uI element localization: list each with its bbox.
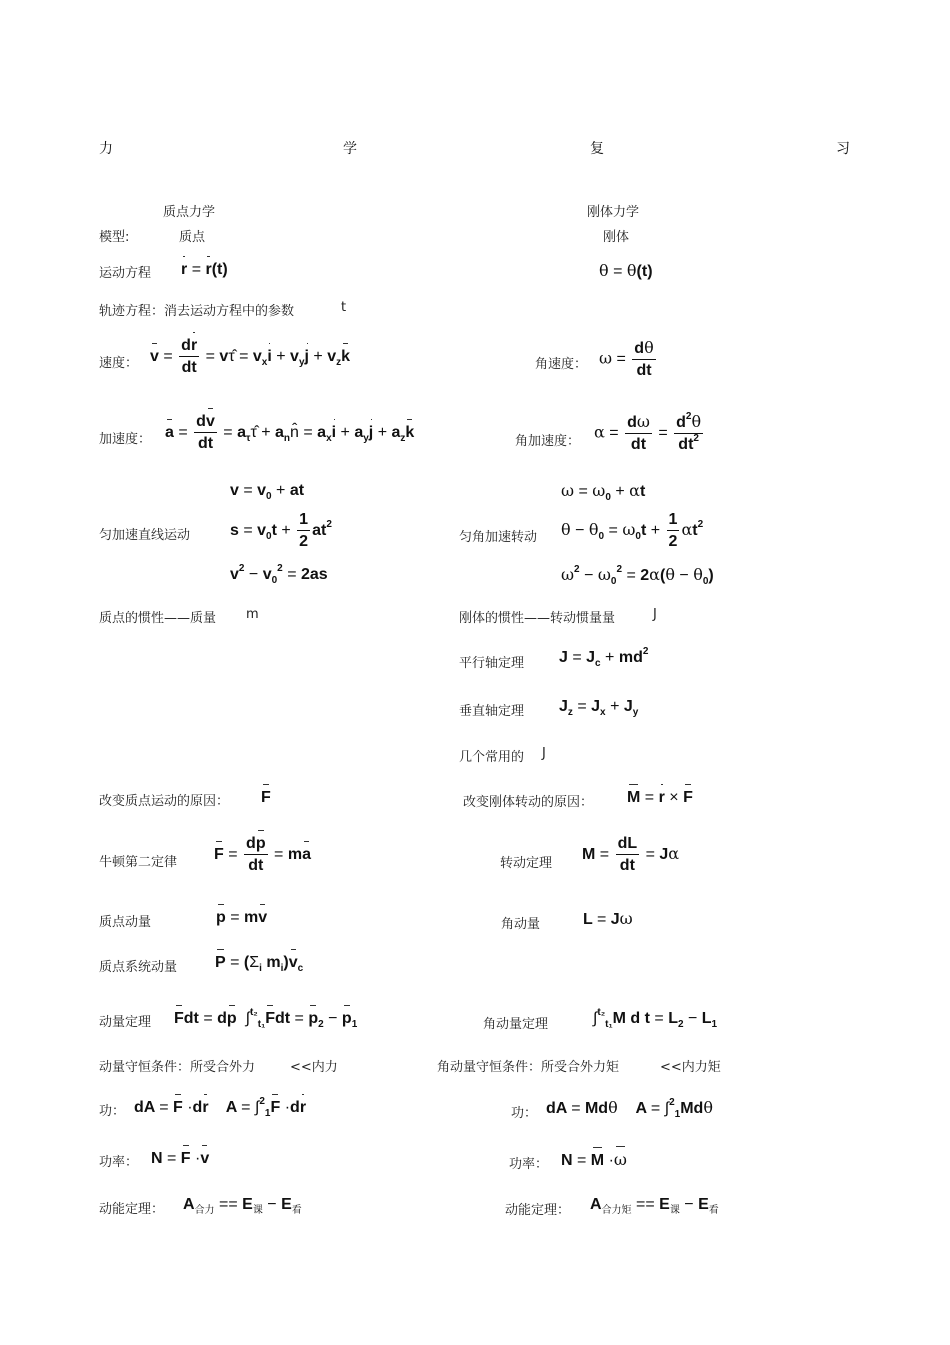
- parallel-axis-formula: $J = J_c + md^2$: [559, 646, 649, 669]
- linear-kinematic-2: $s = v_0t$ + $\frac{1}{2}$ $at^2$: [230, 511, 332, 550]
- angular-momentum-label: 角动量: [501, 917, 541, 932]
- linear-kinematic-1: $v = v_0$ + at: [230, 482, 305, 502]
- acceleration-formula: a = $\frac{dv}{dt}$ = $a_\tau\taû$ + $a_nn̂ = a_xi + a_yj + a_zk$: [165, 413, 415, 452]
- torque-formula: M = r × F: [627, 789, 693, 806]
- inertia-right-label: 刚体的惯性——转动惯量量: [459, 611, 616, 626]
- system-momentum-label: 质点系统动量: [99, 960, 178, 975]
- perpendicular-axis-formula: $J_z = J_x + J_y$: [559, 698, 639, 718]
- title-char-4: 习: [836, 141, 850, 157]
- work-formula: dA = F ·dr A = ∫$^2_1$F ·dr: [134, 1096, 307, 1119]
- angular-velocity-formula: ω = $\frac{d\theta}{dt}$: [599, 338, 654, 379]
- impulse-theorem-label: 动量定理: [99, 1015, 152, 1030]
- parallel-axis-label: 平行轴定理: [459, 656, 525, 671]
- title-char-3: 复: [590, 141, 604, 157]
- sub-final-left: 课: [252, 1205, 263, 1216]
- power-label: 功率：: [99, 1155, 139, 1170]
- momentum-formula: p = mv: [216, 909, 268, 926]
- inertia-right-symbol: J: [653, 607, 657, 622]
- angular-motion-eq: θ = θ(t): [599, 261, 653, 280]
- sub-torque: 合力矩: [601, 1205, 632, 1216]
- inertia-left-label: 质点的惯性——质量: [99, 611, 217, 626]
- model-left: 质点: [179, 230, 206, 245]
- work-right-label: 功：: [511, 1106, 538, 1121]
- linear-kinematic-3: $v^2 - v_0^2 = 2as$: [230, 563, 328, 586]
- rotational-power-formula: N = M ·ω: [561, 1150, 627, 1169]
- newton2-label: 牛顿第二定律: [99, 855, 178, 870]
- angular-kinematic-3: $\omega^2 - \omega_0^2 = 2\alpha(\theta - \theta_0)$: [561, 564, 714, 587]
- kinetic-theorem-label: 动能定理：: [99, 1202, 165, 1217]
- trajectory-label: 轨迹方程：消去运动方程中的参数: [99, 304, 295, 319]
- rotational-work-formula: dA = Mdθ A = ∫$^2_1$Mdθ: [546, 1097, 713, 1120]
- acceleration-label: 加速度：: [99, 432, 152, 447]
- velocity-formula: v = $\frac{dr}{dt}$ = vτ̂ = $v_xi + v_yj + v_zk$: [150, 337, 350, 376]
- sub-initial-right: 看: [708, 1205, 719, 1216]
- model-right: 刚体: [603, 230, 630, 245]
- power-right-label: 功率：: [509, 1157, 549, 1172]
- velocity-label: 速度：: [99, 356, 139, 371]
- model-label: 模型:: [99, 230, 130, 245]
- sub-force: 合力: [194, 1205, 215, 1216]
- motion-eq-formula: r = r(t): [181, 261, 228, 278]
- uniform-linear-label: 匀加速直线运动: [99, 528, 191, 543]
- angular-momentum-conservation: 角动量守恒条件：所受合外力矩: [437, 1060, 620, 1075]
- angular-momentum-formula: L = Jω: [583, 909, 633, 928]
- impulse-theorem-formula: Fdt = dp $\int^{t_2}_{t_1}Fdt = p_2 - p_1$: [174, 1007, 358, 1030]
- cause-right-label: 改变刚体转动的原因：: [463, 795, 594, 810]
- angular-kinematic-2: $\theta - \theta_0 = \omega_0t$ + $\frac{1}{2}$ $\alpha t^2$: [561, 511, 704, 550]
- common-j-label: 几个常用的: [459, 750, 525, 765]
- angular-momentum-conservation-tail: <<内力矩: [660, 1060, 721, 1075]
- title-char-1: 力: [99, 141, 113, 157]
- angular-acceleration-formula: α = $\frac{d\omega}{dt}$ = $\frac{d^2\theta}{dt^2}$: [594, 411, 702, 453]
- right-column-header: 刚体力学: [587, 205, 640, 220]
- motion-eq-label: 运动方程: [99, 266, 152, 281]
- power-formula: N = F ·v: [151, 1150, 210, 1167]
- uniform-angular-label: 匀角加速转动: [459, 530, 538, 545]
- angular-impulse-label: 角动量定理: [483, 1017, 549, 1032]
- rotation-law-formula: M = $\frac{dL}{dt}$ = Jα: [582, 835, 680, 874]
- title-char-2: 学: [343, 141, 357, 157]
- perpendicular-axis-label: 垂直轴定理: [459, 704, 525, 719]
- momentum-conservation: 动量守恒条件：所受合外力: [99, 1060, 256, 1075]
- cause-left-label: 改变质点运动的原因：: [99, 794, 230, 809]
- sub-initial-left: 看: [291, 1205, 302, 1216]
- force-symbol: F: [261, 789, 271, 806]
- system-momentum-formula: $P = (\Sigma_i$ $m_i)v_c$: [215, 954, 304, 974]
- inertia-left-symbol: m: [246, 607, 259, 622]
- momentum-conservation-tail: <<内力: [290, 1060, 338, 1075]
- left-column-header: 质点力学: [163, 205, 216, 220]
- sub-final-right: 课: [669, 1205, 680, 1216]
- kinetic-theorem-formula: $A_{合力} == E_课 - E_看$: [183, 1196, 302, 1216]
- rotational-kinetic-formula: $A_{合力矩} == E_课 - E_看$: [590, 1196, 719, 1216]
- momentum-label: 质点动量: [99, 915, 152, 930]
- work-label: 功：: [99, 1104, 126, 1119]
- rotation-law-label: 转动定理: [500, 856, 553, 871]
- newton2-formula: F = $\frac{dp}{dt}$ = ma: [214, 835, 311, 874]
- angular-acceleration-label: 角加速度：: [515, 434, 581, 449]
- kinetic-theorem-right-label: 动能定理：: [505, 1203, 571, 1218]
- angular-velocity-label: 角速度：: [535, 357, 588, 372]
- angular-impulse-formula: ∫$^{t_2}_{t_1}$M d $t = L_2 - L_1$: [593, 1007, 718, 1030]
- angular-kinematic-1: $\omega = \omega_0 + \alpha t$: [561, 481, 646, 503]
- trajectory-param: t: [341, 300, 347, 315]
- common-j-symbol: J: [542, 746, 546, 761]
